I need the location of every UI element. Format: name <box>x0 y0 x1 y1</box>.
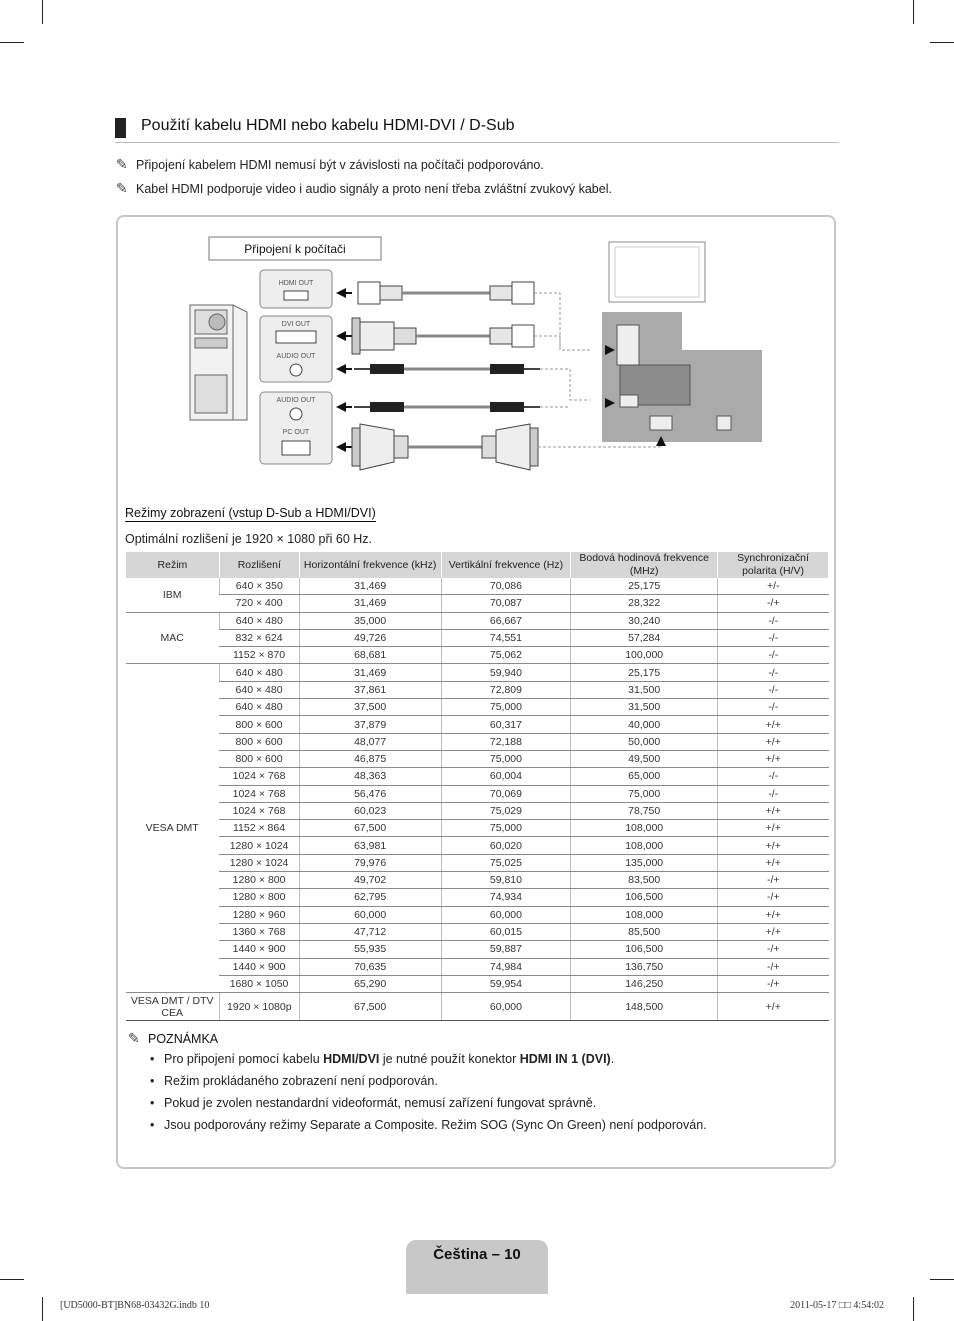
table-cell: -/- <box>718 664 829 681</box>
table-cell: 75,029 <box>441 802 571 819</box>
crop-mark <box>913 0 914 24</box>
table-cell: 78,750 <box>571 802 718 819</box>
emphasis-text: HDMI IN 1 (DVI) <box>519 1052 611 1066</box>
footer-file: [UD5000-BT]BN68-03432G.indb 10 <box>60 1300 210 1311</box>
table-cell: 25,175 <box>571 664 718 681</box>
table-cell: +/+ <box>718 923 829 940</box>
mode-cell: IBM <box>126 578 220 612</box>
mode-cell: VESA DMT / DTV CEA <box>126 993 220 1021</box>
table-cell: 1152 × 864 <box>219 820 299 837</box>
table-cell: 74,934 <box>441 889 571 906</box>
table-cell: 48,363 <box>299 768 441 785</box>
table-cell: 48,077 <box>299 733 441 750</box>
table-cell: 1280 × 1024 <box>219 854 299 871</box>
mode-cell: VESA DMT <box>126 664 220 993</box>
table-cell: 75,000 <box>441 820 571 837</box>
table-cell: -/- <box>718 681 829 698</box>
column-header: Režim <box>126 552 220 578</box>
table-cell: 74,551 <box>441 629 571 646</box>
table-row <box>126 578 829 595</box>
table-cell: 60,000 <box>441 993 571 1021</box>
dvi-port-icon <box>276 331 316 343</box>
table-cell: 1920 × 1080p <box>219 993 299 1021</box>
audio-cable-icon <box>354 402 540 412</box>
note-list <box>150 1052 707 1140</box>
table-cell: 62,795 <box>299 889 441 906</box>
port-label: HDMI OUT <box>278 280 314 287</box>
table-cell: 640 × 480 <box>219 681 299 698</box>
table-cell: -/- <box>718 647 829 664</box>
table-row <box>126 750 829 767</box>
table-cell: 108,000 <box>571 837 718 854</box>
table-cell: 800 × 600 <box>219 750 299 767</box>
connection-diagram <box>120 230 770 475</box>
table-cell: 49,726 <box>299 629 441 646</box>
table-cell: 60,000 <box>441 906 571 923</box>
table-cell: 1280 × 960 <box>219 906 299 923</box>
table-cell: -/- <box>718 699 829 716</box>
table-cell: 60,000 <box>299 906 441 923</box>
table-cell: 56,476 <box>299 785 441 802</box>
table-cell: 85,500 <box>571 923 718 940</box>
pencil-icon: ✎ <box>116 180 128 196</box>
table-cell: 1024 × 768 <box>219 802 299 819</box>
table-cell: 1680 × 1050 <box>219 975 299 992</box>
table-cell: 106,500 <box>571 889 718 906</box>
audio-cable-icon <box>354 364 540 374</box>
section-title: Použití kabelu HDMI nebo kabelu HDMI-DVI / D-Sub <box>141 117 515 134</box>
table-cell: 1280 × 800 <box>219 872 299 889</box>
table-cell: 148,500 <box>571 993 718 1021</box>
crop-mark <box>930 1279 954 1280</box>
column-header: Vertikální frekvence (Hz) <box>441 552 571 578</box>
table-row <box>126 629 829 646</box>
table-cell: -/- <box>718 768 829 785</box>
crop-mark <box>0 42 24 43</box>
table-row <box>126 820 829 837</box>
table-cell: 37,500 <box>299 699 441 716</box>
table-cell: 35,000 <box>299 612 441 629</box>
table-row <box>126 681 829 698</box>
table-cell: 59,810 <box>441 872 571 889</box>
table-cell: 1440 × 900 <box>219 958 299 975</box>
table-row <box>126 595 829 612</box>
table-cell: 108,000 <box>571 820 718 837</box>
list-item <box>150 1096 707 1118</box>
table-row <box>126 958 829 975</box>
pencil-icon: ✎ <box>116 156 128 172</box>
table-cell: 31,500 <box>571 699 718 716</box>
column-header: Horizontální frekvence (kHz) <box>299 552 441 578</box>
page-number: Čeština – 10 <box>433 1246 521 1263</box>
table-row <box>126 802 829 819</box>
table-cell: 66,667 <box>441 612 571 629</box>
table-cell: 75,025 <box>441 854 571 871</box>
table-row <box>126 993 829 1021</box>
table-cell: 57,284 <box>571 629 718 646</box>
table-cell: 55,935 <box>299 941 441 958</box>
table-cell: 640 × 480 <box>219 699 299 716</box>
table-cell: 70,635 <box>299 958 441 975</box>
table-cell: 68,681 <box>299 647 441 664</box>
audio-jack-icon <box>290 408 302 420</box>
port-label: AUDIO OUT <box>276 397 316 404</box>
note-text: . <box>610 1052 615 1066</box>
table-cell: 40,000 <box>571 716 718 733</box>
note-line <box>116 180 612 197</box>
table-cell: +/+ <box>718 733 829 750</box>
table-cell: -/- <box>718 612 829 629</box>
table-row <box>126 872 829 889</box>
table-cell: 46,875 <box>299 750 441 767</box>
table-row <box>126 837 829 854</box>
table-cell: 75,062 <box>441 647 571 664</box>
table-cell: 31,469 <box>299 664 441 681</box>
table-row <box>126 923 829 940</box>
table-cell: 1024 × 768 <box>219 768 299 785</box>
display-modes-table <box>125 552 829 1021</box>
column-header: Synchronizační polarita (H/V) <box>718 552 829 578</box>
table-cell: 146,250 <box>571 975 718 992</box>
table-cell: +/+ <box>718 750 829 767</box>
column-header: Rozlišení <box>219 552 299 578</box>
hdmi-dvi-cable-icon <box>352 318 534 354</box>
table-row <box>126 941 829 958</box>
table-row <box>126 716 829 733</box>
table-cell: +/+ <box>718 820 829 837</box>
table-cell: 47,712 <box>299 923 441 940</box>
crop-mark <box>930 42 954 43</box>
table-cell: 1280 × 1024 <box>219 837 299 854</box>
table-cell: 79,976 <box>299 854 441 871</box>
table-cell: 28,322 <box>571 595 718 612</box>
note-line <box>116 156 544 173</box>
note-text: Pokud je zvolen nestandardní videoformát, nemusí zařízení fungovat správně. <box>164 1096 597 1110</box>
note-text: je nutné použít konektor <box>379 1052 520 1066</box>
table-cell: -/+ <box>718 872 829 889</box>
section-heading <box>115 116 839 143</box>
heading-bar <box>115 118 126 138</box>
note-heading <box>128 1030 218 1047</box>
table-cell: 135,000 <box>571 854 718 871</box>
table-cell: -/+ <box>718 975 829 992</box>
table-row <box>126 768 829 785</box>
table-cell: 640 × 480 <box>219 612 299 629</box>
crop-mark <box>42 0 43 24</box>
table-cell: 1440 × 900 <box>219 941 299 958</box>
table-cell: 1360 × 768 <box>219 923 299 940</box>
table-cell: 136,750 <box>571 958 718 975</box>
crop-mark <box>913 1297 914 1321</box>
table-cell: 59,940 <box>441 664 571 681</box>
table-cell: 31,500 <box>571 681 718 698</box>
table-cell: 67,500 <box>299 993 441 1021</box>
table-cell: 75,000 <box>571 785 718 802</box>
table-row <box>126 647 829 664</box>
table-cell: 1280 × 800 <box>219 889 299 906</box>
page-number-tab <box>406 1240 548 1294</box>
table-cell: 70,069 <box>441 785 571 802</box>
table-cell: -/+ <box>718 595 829 612</box>
table-cell: -/- <box>718 785 829 802</box>
table-cell: +/+ <box>718 906 829 923</box>
hdmi-cable-icon <box>358 282 534 304</box>
table-cell: 72,188 <box>441 733 571 750</box>
table-cell: +/+ <box>718 993 829 1021</box>
table-cell: 832 × 624 <box>219 629 299 646</box>
table-cell: 83,500 <box>571 872 718 889</box>
optimal-resolution: Optimální rozlišení je 1920 × 1080 při 60 Hz. <box>125 532 373 546</box>
table-cell: 60,004 <box>441 768 571 785</box>
table-cell: 59,954 <box>441 975 571 992</box>
table-cell: +/+ <box>718 716 829 733</box>
table-cell: 65,000 <box>571 768 718 785</box>
table-cell: +/+ <box>718 837 829 854</box>
pc-tower-icon <box>190 305 247 420</box>
note-text: Režim prokládaného zobrazení není podporován. <box>164 1074 438 1088</box>
pencil-icon: ✎ <box>128 1030 140 1046</box>
crop-mark <box>42 1297 43 1321</box>
table-row <box>126 975 829 992</box>
table-cell: 70,087 <box>441 595 571 612</box>
list-item <box>150 1074 707 1096</box>
table-cell: 60,317 <box>441 716 571 733</box>
list-item <box>150 1118 707 1140</box>
table-cell: +/+ <box>718 854 829 871</box>
table-cell: +/+ <box>718 802 829 819</box>
table-cell: 37,879 <box>299 716 441 733</box>
table-cell: 72,809 <box>441 681 571 698</box>
vga-port-icon <box>282 441 310 455</box>
note-text: Pro připojení pomocí kabelu <box>164 1052 324 1066</box>
table-cell: 67,500 <box>299 820 441 837</box>
table-cell: 74,984 <box>441 958 571 975</box>
table-cell: 720 × 400 <box>219 595 299 612</box>
table-cell: 65,290 <box>299 975 441 992</box>
note-text: Připojení kabelem HDMI nemusí být v závislosti na počítači podporováno. <box>136 158 544 172</box>
table-cell: 49,500 <box>571 750 718 767</box>
table-cell: 108,000 <box>571 906 718 923</box>
table-header-row <box>126 552 829 578</box>
table-row <box>126 664 829 681</box>
dsub-cable-icon <box>352 424 538 470</box>
table-cell: 31,469 <box>299 578 441 595</box>
tv-back-icon <box>602 242 762 442</box>
table-cell: 70,086 <box>441 578 571 595</box>
table-cell: 800 × 600 <box>219 716 299 733</box>
table-cell: 60,020 <box>441 837 571 854</box>
port-label: DVI OUT <box>281 321 311 328</box>
table-cell: 106,500 <box>571 941 718 958</box>
list-item <box>150 1052 707 1074</box>
hdmi-port-icon <box>284 291 308 300</box>
footer-timestamp: 2011-05-17 □□ 4:54:02 <box>790 1300 884 1311</box>
port-label: AUDIO OUT <box>276 353 316 360</box>
table-cell: -/+ <box>718 941 829 958</box>
table-cell: +/- <box>718 578 829 595</box>
table-cell: 1152 × 870 <box>219 647 299 664</box>
mode-cell: MAC <box>126 612 220 664</box>
table-cell: 31,469 <box>299 595 441 612</box>
table-cell: 59,887 <box>441 941 571 958</box>
port-label: PC OUT <box>282 429 310 436</box>
table-cell: -/+ <box>718 889 829 906</box>
table-cell: 50,000 <box>571 733 718 750</box>
table-cell: 60,023 <box>299 802 441 819</box>
table-cell: 30,240 <box>571 612 718 629</box>
table-cell: 37,861 <box>299 681 441 698</box>
table-cell: 25,175 <box>571 578 718 595</box>
audio-jack-icon <box>290 364 302 376</box>
table-row <box>126 889 829 906</box>
column-header: Bodová hodinová frekvence (MHz) <box>571 552 718 578</box>
diagram-label: Připojení k počítači <box>244 242 346 256</box>
table-cell: 75,000 <box>441 750 571 767</box>
table-cell: 75,000 <box>441 699 571 716</box>
table-row <box>126 854 829 871</box>
table-row <box>126 733 829 750</box>
note-text: Kabel HDMI podporuje video i audio signály a proto není třeba zvláštní zvukový kabel. <box>136 182 612 196</box>
table-cell: -/- <box>718 629 829 646</box>
crop-mark <box>0 1279 24 1280</box>
table-row <box>126 785 829 802</box>
table-cell: 100,000 <box>571 647 718 664</box>
modes-title: Režimy zobrazení (vstup D-Sub a HDMI/DVI) <box>125 506 376 520</box>
table-row <box>126 699 829 716</box>
table-cell: -/+ <box>718 958 829 975</box>
table-cell: 800 × 600 <box>219 733 299 750</box>
table-row <box>126 906 829 923</box>
note-heading-label: POZNÁMKA <box>148 1032 219 1046</box>
table-cell: 60,015 <box>441 923 571 940</box>
emphasis-text: HDMI/DVI <box>323 1052 380 1066</box>
table-row <box>126 612 829 629</box>
table-cell: 640 × 350 <box>219 578 299 595</box>
arrow-icon <box>336 288 346 452</box>
table-cell: 1024 × 768 <box>219 785 299 802</box>
table-cell: 640 × 480 <box>219 664 299 681</box>
table-cell: 63,981 <box>299 837 441 854</box>
table-cell: 49,702 <box>299 872 441 889</box>
note-text: Jsou podporovány režimy Separate a Composite. Režim SOG (Sync On Green) není podporován. <box>164 1118 707 1132</box>
